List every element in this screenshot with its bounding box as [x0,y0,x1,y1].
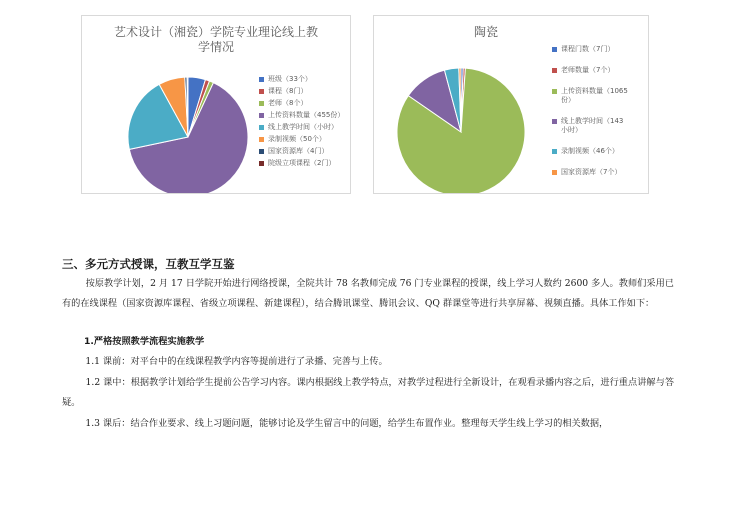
chart-title-line: 陶瓷 [473,25,498,39]
legend-label: 课程门数（7门） [561,45,615,53]
chart-title-line: 学情况 [197,40,234,54]
legend-label: 录制视频（46个） [561,147,619,155]
chart-ceramics [373,15,649,194]
legend-label: 国家资源库（7个） [561,168,622,176]
legend-item [259,111,349,120]
legend-item [552,87,646,105]
legend-label: 老师（8个） [268,99,308,107]
legend-swatch [552,119,557,124]
legend-label: 班级（33个） [268,75,312,83]
legend-item [259,87,349,96]
list-item: 1.2 课中：根据教学计划给学生提前公告学习内容。课内根据线上教学特点，对教学过程进行全新设计，在观看录播内容之后，进行重点讲解与答疑。 [62,377,675,408]
chart-legend [259,75,349,171]
legend-label: 线上教学时间（小时） [268,123,338,131]
legend-label: 课程（8门） [268,87,308,95]
legend-item [259,99,349,108]
legend-item [259,159,349,168]
legend-label: 线上教学时间（143 小时） [561,117,624,134]
legend-label: 院级立项课程（2门） [268,159,336,167]
legend-item [552,168,646,177]
legend-swatch [259,89,264,94]
legend-swatch [259,137,264,142]
chart-art-design [81,15,351,194]
legend-label: 上传资料数量（455份） [268,111,345,119]
legend-swatch [259,113,264,118]
chart-title-line: 艺术设计（湘瓷）学院专业理论线上教 [113,25,318,39]
list-item: 1.1 课前：对平台中的在线课程教学内容等提前进行了录播、完善与上传。 [62,356,388,367]
legend-swatch [552,68,557,73]
intro-paragraph: 按原教学计划，2 月 17 日学院开始进行网络授课，全院共计 78 名教师完成 76 门专业课程的授课，线上学习人数约 2600 多人。教师们采用已有的在线课程（国家资源库课程、省级立项课程、新建课程），结合腾讯课堂、腾讯会议、QQ 群课堂等进行共享屏幕、视频直播。具体工作如下： [62,278,674,309]
legend-swatch [552,47,557,52]
legend-swatch [552,170,557,175]
chart-legend [552,45,646,189]
sub-heading: 1.严格按照教学流程实施教学 [84,336,205,347]
legend-item [552,147,646,156]
legend-item [259,147,349,156]
legend-label: 上传资料数量（1065 份） [561,87,628,104]
list-item: 1.3 课后：结合作业要求、线上习题问题，能够讨论及学生留言中的问题，给学生布置作业。整理每天学生线上学习的相关数据， [62,418,609,429]
legend-swatch [259,77,264,82]
legend-label: 国家资源库（4门） [268,147,329,155]
legend-item [552,45,646,54]
legend-label: 录制视频（50个） [268,135,326,143]
legend-item [259,75,349,84]
legend-swatch [259,161,264,166]
legend-label: 老师数量（7个） [561,66,615,74]
legend-swatch [259,125,264,130]
legend-item [259,135,349,144]
legend-swatch [552,149,557,154]
legend-swatch [552,89,557,94]
legend-swatch [259,149,264,154]
legend-item [552,117,646,135]
legend-item [259,123,349,132]
section-heading: 三、多元方式授课，互教互学互鉴 [62,257,235,271]
legend-swatch [259,101,264,106]
legend-item [552,66,646,75]
